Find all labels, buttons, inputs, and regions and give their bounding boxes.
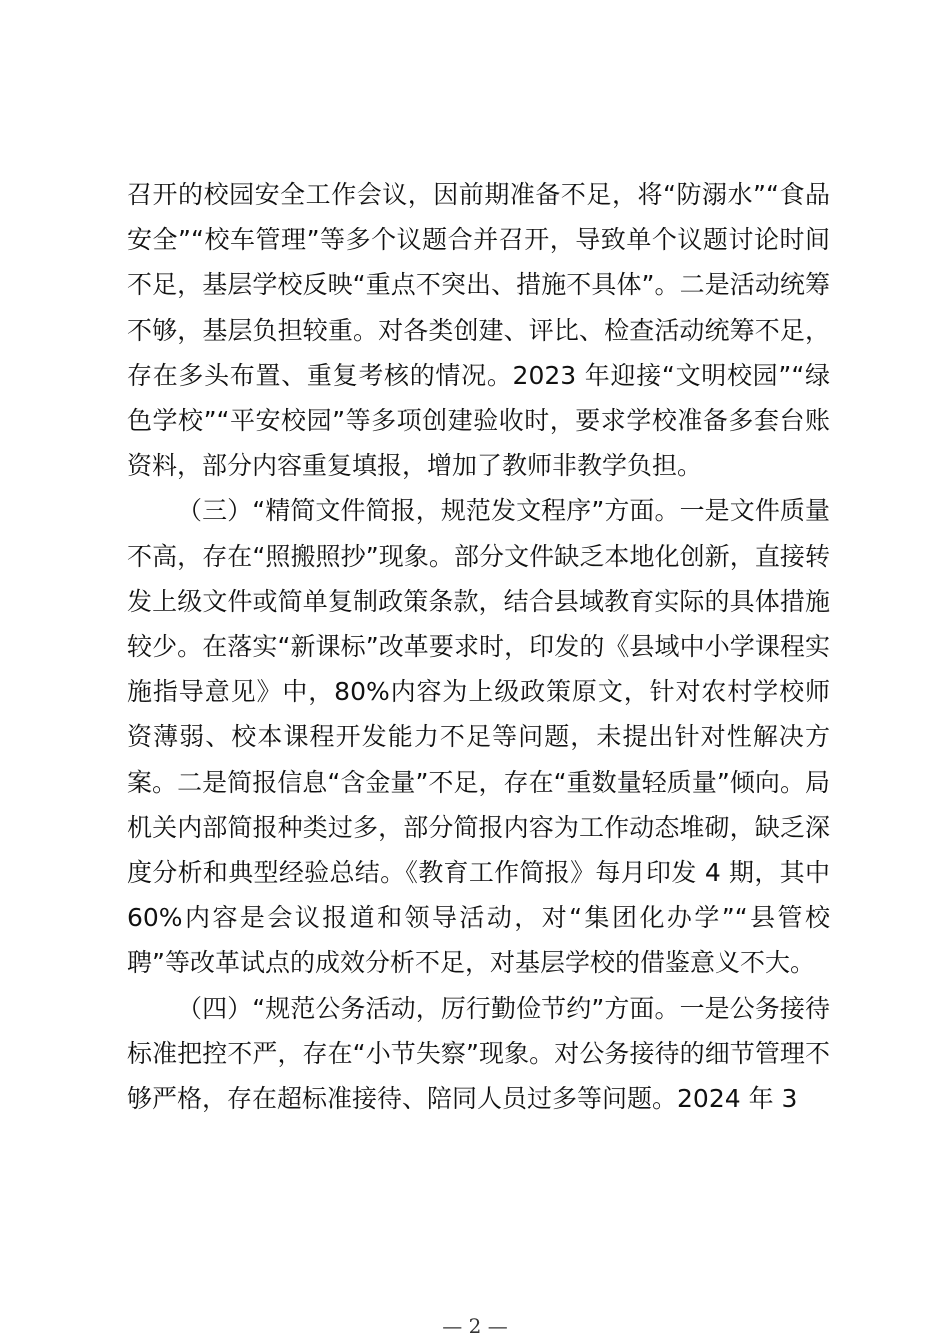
page-number: — 2 — — [442, 1314, 508, 1338]
paragraph-2: （三）“精简文件简报，规范发文程序”方面。一是文件质量不高，存在“照搬照抄”现象。部分文件缺乏本地化创新，直接转发上级文件或简单复制政策条款，结合县域教育实际的具体措施较少。在落实“新课标”改革要求时，印发的《县域中小学课程实施指导意见》中，80%内容为上级政策原文，针对农村学校师资薄弱、校本课程开发能力不足等问题，未提出针对性解决方案。二是简报信息“含金量”不足，存在“重数量轻质量”倾向。局机关内部简报种类过多，部分简报内容为工作动态堆砌，缺乏深度分析和典型经验总结。《教育工作简报》每月印发 4 期，其中 60%内容是会议报道和领导活动，对“集团化办学”“县管校聘”等改革试点的成效分析不足，对基层学校的借鉴意义不大。 — [127, 496, 830, 978]
document-body — [127, 172, 830, 1121]
paragraph-1: 召开的校园安全工作会议，因前期准备不足，将“防溺水”“食品安全”“校车管理”等多个议题合并召开，导致单个议题讨论时间不足，基层学校反映“重点不突出、措施不具体”。二是活动统筹不够，基层负担较重。对各类创建、评比、检查活动统筹不足，存在多头布置、重复考核的情况。2023 年迎接“文明校园”“绿色学校”“平安校园”等多项创建验收时，要求学校准备多套台账资料，部分内容重复填报，增加了教师非教学负担。 — [127, 180, 830, 481]
paragraph-3: （四）“规范公务活动，厉行勤俭节约”方面。一是公务接待标准把控不严，存在“小节失察”现象。对公务接待的细节管理不够严格，存在超标准接待、陪同人员过多等问题。2024 年 3 — [127, 993, 830, 1114]
